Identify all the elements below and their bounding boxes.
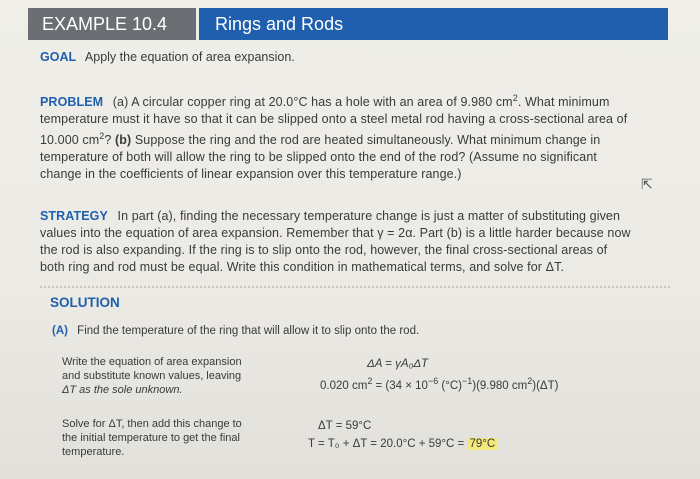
goal-label: GOAL xyxy=(40,50,77,64)
solution-title: SOLUTION xyxy=(50,295,120,310)
strategy-line3: the rod is also expanding. If the ring is to slip onto the rod, however, the final cross-sectional areas of xyxy=(40,243,608,257)
step1-description: Write the equation of area expansion and substitute known values, leaving ΔT as the sole unknown. xyxy=(62,356,242,396)
problem-line5: change in the coefficients of linear expansion over this temperature range.) xyxy=(40,167,462,181)
strategy-section xyxy=(40,208,670,276)
highlighted-result: 79°C xyxy=(469,438,496,450)
part-a-text: Find the temperature of the ring that will allow it to slip onto the rod. xyxy=(77,325,420,337)
part-a-tag: (A) xyxy=(52,325,68,337)
strategy-line4: both ring and rod must be equal. Write this condition in mathematical terms, and solve for ΔT. xyxy=(40,260,565,274)
example-number: EXAMPLE 10.4 xyxy=(28,8,196,40)
problem-line2: temperature must it have so that it can be slipped onto a steel metal rod having a cross-sectional area of xyxy=(40,112,628,126)
mouse-pointer-icon: ⇱ xyxy=(641,176,653,192)
problem-label: PROBLEM xyxy=(40,95,104,109)
strategy-line1: In part (a), finding the necessary temperature change is just a matter of substituting given xyxy=(117,209,621,223)
goal-text: Apply the equation of area expansion. xyxy=(84,50,295,64)
problem-line4: temperature of both will allow the ring to be slipped onto the end of the rod? (Assume no significant xyxy=(40,150,597,164)
problem-line1: (a) A circular copper ring at 20.0°C has a hole with an area of 9.980 cm xyxy=(112,95,513,109)
problem-section: PROBLEM (a) A circular copper ring at 20.0°C has a hole with an area of 9.980 $cm^2$. What minimum temperature must it have so that it can be slipped onto a steel metal rod having a cross-sectional area of 10.000 $cm^2$? (b) Suppose the ring and the rod are heated simultaneously. What minimum change in temperature of both will allow the ring to be slipped onto the end of the rod? (Assume no significant change in the coefficients of linear expansion over this temperature range.) xyxy=(40,90,670,183)
equation-area-expansion: ΔA = γA₀ΔT xyxy=(367,358,429,370)
goal-section xyxy=(40,50,295,64)
solution-part-a xyxy=(52,325,419,337)
strategy-line2: values into the equation of area expansion. Remember that γ = 2α. Part (b) is a little harder because now xyxy=(40,226,631,240)
example-header xyxy=(28,8,668,40)
example-title: Rings and Rods xyxy=(199,8,668,40)
problem-part-b: (b) xyxy=(115,133,132,147)
equation-delta-t: ΔT = 59°C xyxy=(318,420,372,432)
step2-description: Solve for ΔT, then add this change to the initial temperature to get the final temperature. xyxy=(62,418,242,458)
equation-final-temperature: T = T₀ + ΔT = 20.0°C + 59°C = 79°C xyxy=(308,438,496,450)
strategy-label: STRATEGY xyxy=(40,209,108,223)
equation-substituted: 0.020 $cm^2 = (34 \times 10^{-6}$ $(^\circ C)^{-1})(9.980$ $cm^2)(\Delta T)$ xyxy=(320,376,559,392)
section-divider xyxy=(40,286,670,288)
